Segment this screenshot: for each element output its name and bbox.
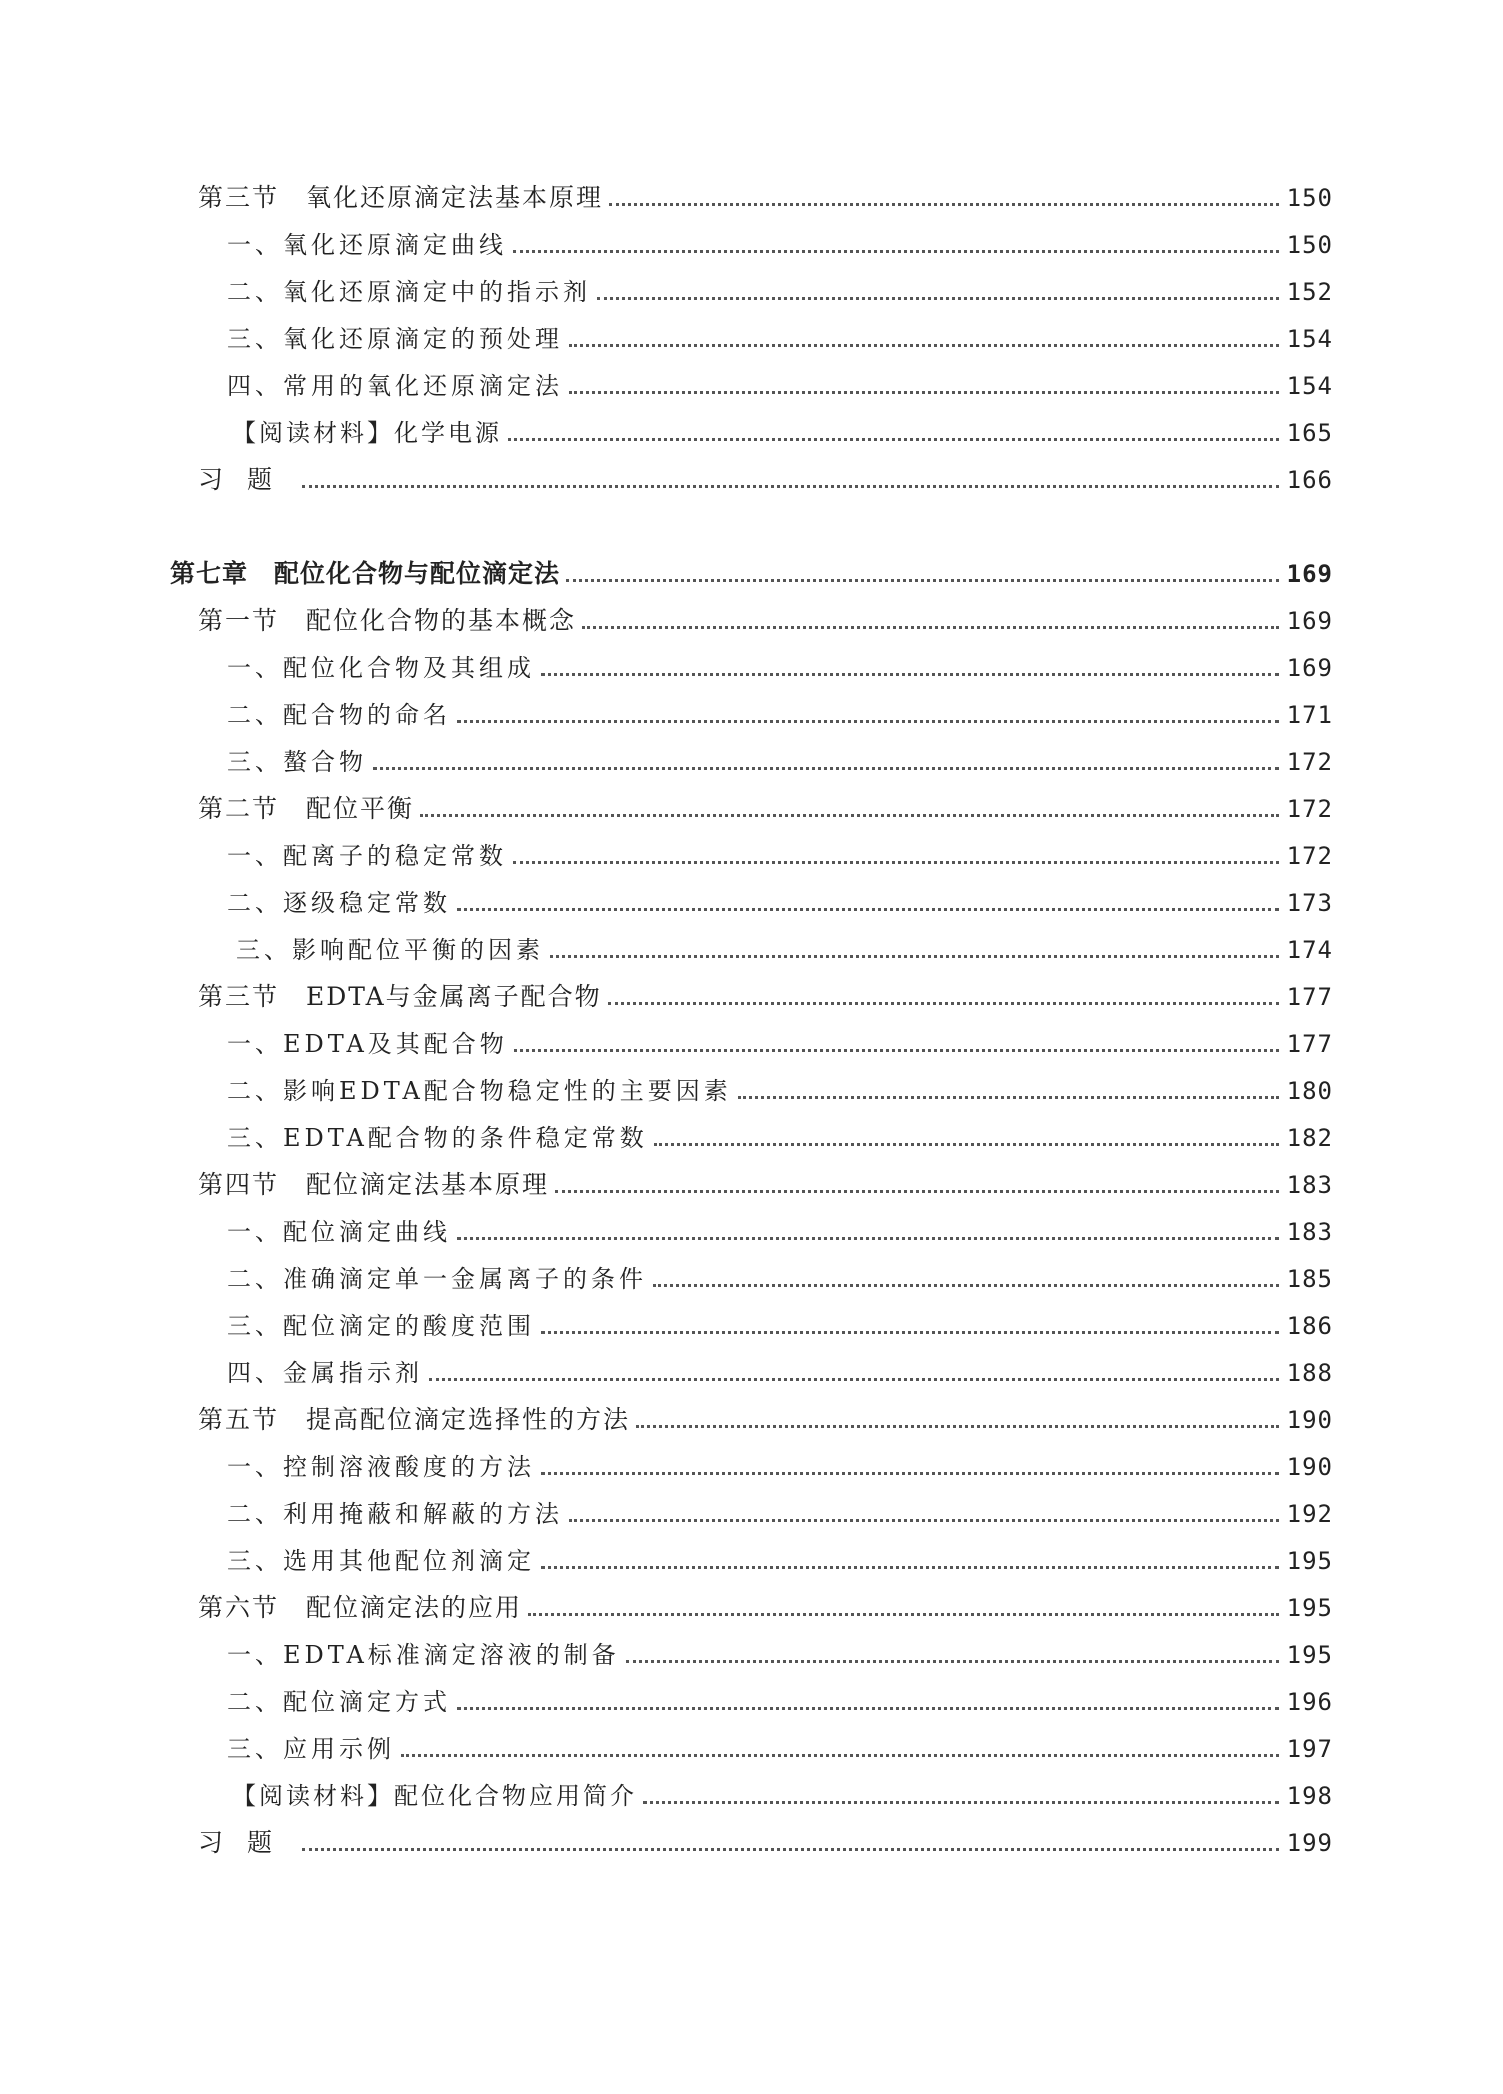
toc-subsection-entry[interactable] xyxy=(227,1255,1333,1295)
toc-page-number: 182 xyxy=(1286,1124,1333,1152)
toc-page-number: 190 xyxy=(1286,1453,1333,1481)
toc-page-number: 196 xyxy=(1286,1688,1333,1716)
toc-section-entry[interactable] xyxy=(198,174,1333,214)
toc-subsection-entry[interactable] xyxy=(236,926,1333,966)
toc-subsection-entry[interactable] xyxy=(227,1067,1333,1107)
toc-section-entry[interactable] xyxy=(198,597,1333,637)
toc-entry-title: 一、氧化还原滴定曲线 xyxy=(227,231,507,259)
toc-entry-title: 一、EDTA标准滴定溶液的制备 xyxy=(227,1641,620,1669)
toc-page-number: 197 xyxy=(1286,1735,1333,1763)
toc-page-number: 192 xyxy=(1286,1500,1333,1528)
toc-entry-title: 【阅读材料】配位化合物应用简介 xyxy=(232,1782,637,1810)
dot-leader xyxy=(528,1613,1279,1616)
toc-subsection-entry[interactable] xyxy=(227,1678,1333,1718)
toc-subsection-entry[interactable] xyxy=(227,1631,1333,1671)
dot-leader xyxy=(626,1660,1279,1663)
toc-page-number: 195 xyxy=(1286,1547,1333,1575)
toc-subsection-entry[interactable] xyxy=(227,1020,1333,1060)
toc-entry-title: 二、配合物的命名 xyxy=(227,701,451,729)
dot-leader xyxy=(302,1848,1279,1851)
toc-page-number: 185 xyxy=(1286,1265,1333,1293)
toc-page-number: 154 xyxy=(1286,325,1333,353)
toc-subsection-entry[interactable] xyxy=(227,362,1333,402)
toc-section-entry[interactable] xyxy=(198,973,1333,1013)
toc-exercises-entry[interactable] xyxy=(198,456,1333,496)
toc-page-number: 152 xyxy=(1286,278,1333,306)
dot-leader xyxy=(514,1049,1279,1052)
dot-leader xyxy=(608,1002,1279,1005)
toc-entry-title: 一、EDTA及其配合物 xyxy=(227,1030,508,1058)
toc-subsection-entry[interactable] xyxy=(227,221,1333,261)
toc-page-number: 166 xyxy=(1286,466,1333,494)
dot-leader xyxy=(429,1378,1279,1381)
dot-leader xyxy=(569,391,1279,394)
toc-subsection-entry[interactable] xyxy=(227,691,1333,731)
dot-leader xyxy=(541,1472,1279,1475)
toc-page-number: 183 xyxy=(1286,1218,1333,1246)
toc-entry-title: 三、氧化还原滴定的预处理 xyxy=(227,325,563,353)
toc-page-number: 172 xyxy=(1286,795,1333,823)
toc-subsection-entry[interactable] xyxy=(227,1443,1333,1483)
toc-entry-title: 一、配位化合物及其组成 xyxy=(227,654,535,682)
dot-leader xyxy=(738,1096,1279,1099)
dot-leader xyxy=(457,1237,1279,1240)
toc-page-number: 195 xyxy=(1286,1641,1333,1669)
toc-page-number: 169 xyxy=(1286,607,1333,635)
toc-entry-title: 二、影响EDTA配合物稳定性的主要因素 xyxy=(227,1077,732,1105)
toc-entry-title: 第三节 EDTA与金属离子配合物 xyxy=(198,982,602,1011)
dot-leader xyxy=(302,485,1279,488)
toc-entry-title: 第一节 配位化合物的基本概念 xyxy=(198,606,577,635)
toc-entry-title: 习题 xyxy=(198,465,297,494)
toc-page-number: 169 xyxy=(1286,560,1333,588)
dot-leader xyxy=(569,344,1279,347)
dot-leader xyxy=(457,908,1279,911)
toc-subsection-entry[interactable] xyxy=(227,1114,1333,1154)
toc-page-number: 177 xyxy=(1286,1030,1333,1058)
toc-entry-title: 四、常用的氧化还原滴定法 xyxy=(227,372,563,400)
toc-page-number: 165 xyxy=(1286,419,1333,447)
dot-leader xyxy=(550,955,1279,958)
dot-leader xyxy=(508,438,1279,441)
toc-page-number: 180 xyxy=(1286,1077,1333,1105)
toc-entry-title: 第六节 配位滴定法的应用 xyxy=(198,1593,523,1622)
toc-page-number: 154 xyxy=(1286,372,1333,400)
toc-exercises-entry[interactable] xyxy=(198,1819,1333,1859)
toc-page-number: 190 xyxy=(1286,1406,1333,1434)
toc-chapter-entry[interactable] xyxy=(170,550,1333,590)
toc-entry-title: 三、EDTA配合物的条件稳定常数 xyxy=(227,1124,648,1152)
toc-page-number: 169 xyxy=(1286,654,1333,682)
toc-subsection-entry[interactable] xyxy=(227,1725,1333,1765)
toc-entry-title: 一、配位滴定曲线 xyxy=(227,1218,451,1246)
dot-leader xyxy=(643,1801,1279,1804)
toc-section-entry[interactable] xyxy=(198,1584,1333,1624)
toc-subsection-entry[interactable] xyxy=(227,738,1333,778)
toc-subsection-entry[interactable] xyxy=(227,644,1333,684)
dot-leader xyxy=(654,1143,1279,1146)
toc-subsection-entry[interactable] xyxy=(227,268,1333,308)
dot-leader xyxy=(609,203,1279,206)
dot-leader xyxy=(541,673,1279,676)
toc-section-entry[interactable] xyxy=(198,1396,1333,1436)
toc-entry-title: 四、金属指示剂 xyxy=(227,1359,423,1387)
toc-subsection-entry[interactable] xyxy=(227,1208,1333,1248)
toc-page-number: 186 xyxy=(1286,1312,1333,1340)
toc-entry-title: 三、螯合物 xyxy=(227,748,367,776)
toc-reading-material-entry[interactable] xyxy=(232,409,1333,449)
toc-entry-title: 三、影响配位平衡的因素 xyxy=(236,936,544,964)
toc-subsection-entry[interactable] xyxy=(227,1537,1333,1577)
dot-leader xyxy=(636,1425,1279,1428)
dot-leader xyxy=(401,1754,1279,1757)
toc-page-number: 172 xyxy=(1286,842,1333,870)
toc-subsection-entry[interactable] xyxy=(227,315,1333,355)
toc-entry-title: 第三节 氧化还原滴定法基本原理 xyxy=(198,183,604,212)
toc-subsection-entry[interactable] xyxy=(227,879,1333,919)
toc-page-number: 198 xyxy=(1286,1782,1333,1810)
toc-section-entry[interactable] xyxy=(198,785,1333,825)
dot-leader xyxy=(541,1331,1279,1334)
dot-leader xyxy=(569,1519,1279,1522)
dot-leader xyxy=(513,250,1279,253)
toc-entry-title: 三、配位滴定的酸度范围 xyxy=(227,1312,535,1340)
toc-page-number: 172 xyxy=(1286,748,1333,776)
toc-entry-title: 一、控制溶液酸度的方法 xyxy=(227,1453,535,1481)
toc-subsection-entry[interactable] xyxy=(227,1302,1333,1342)
toc-page-number: 171 xyxy=(1286,701,1333,729)
toc-page-number: 199 xyxy=(1286,1829,1333,1857)
toc-page-number: 177 xyxy=(1286,983,1333,1011)
toc-entry-title: 二、氧化还原滴定中的指示剂 xyxy=(227,278,591,306)
dot-leader xyxy=(555,1190,1279,1193)
toc-entry-title: 二、利用掩蔽和解蔽的方法 xyxy=(227,1500,563,1528)
toc-entry-title: 三、应用示例 xyxy=(227,1735,395,1763)
toc-subsection-entry[interactable] xyxy=(227,832,1333,872)
toc-entry-title: 第七章 配位化合物与配位滴定法 xyxy=(170,559,561,588)
toc-entry-title: 【阅读材料】化学电源 xyxy=(232,419,502,447)
toc-entry-title: 一、配离子的稳定常数 xyxy=(227,842,507,870)
toc-page-number: 195 xyxy=(1286,1594,1333,1622)
toc-entry-title: 第五节 提高配位滴定选择性的方法 xyxy=(198,1405,631,1434)
toc-page-number: 188 xyxy=(1286,1359,1333,1387)
toc-reading-material-entry[interactable] xyxy=(232,1772,1333,1812)
dot-leader xyxy=(373,767,1279,770)
toc-page-number: 174 xyxy=(1286,936,1333,964)
toc-page-number: 150 xyxy=(1286,231,1333,259)
dot-leader xyxy=(457,1707,1279,1710)
dot-leader xyxy=(513,861,1279,864)
dot-leader xyxy=(541,1566,1279,1569)
dot-leader xyxy=(457,720,1279,723)
toc-entry-title: 三、选用其他配位剂滴定 xyxy=(227,1547,535,1575)
dot-leader xyxy=(582,626,1279,629)
toc-subsection-entry[interactable] xyxy=(227,1490,1333,1530)
toc-subsection-entry[interactable] xyxy=(227,1349,1333,1389)
toc-page-number: 173 xyxy=(1286,889,1333,917)
dot-leader xyxy=(420,814,1279,817)
toc-page-number: 183 xyxy=(1286,1171,1333,1199)
toc-section-entry[interactable] xyxy=(198,1161,1333,1201)
toc-entry-title: 第四节 配位滴定法基本原理 xyxy=(198,1170,550,1199)
toc-entry-title: 二、配位滴定方式 xyxy=(227,1688,451,1716)
dot-leader xyxy=(653,1284,1279,1287)
toc-entry-title: 二、逐级稳定常数 xyxy=(227,889,451,917)
toc-entry-title: 第二节 配位平衡 xyxy=(198,794,415,823)
toc-entry-title: 习题 xyxy=(198,1828,297,1857)
dot-leader xyxy=(566,579,1279,582)
toc-page-number: 150 xyxy=(1286,184,1333,212)
dot-leader xyxy=(597,297,1279,300)
toc-entry-title: 二、准确滴定单一金属离子的条件 xyxy=(227,1265,647,1293)
